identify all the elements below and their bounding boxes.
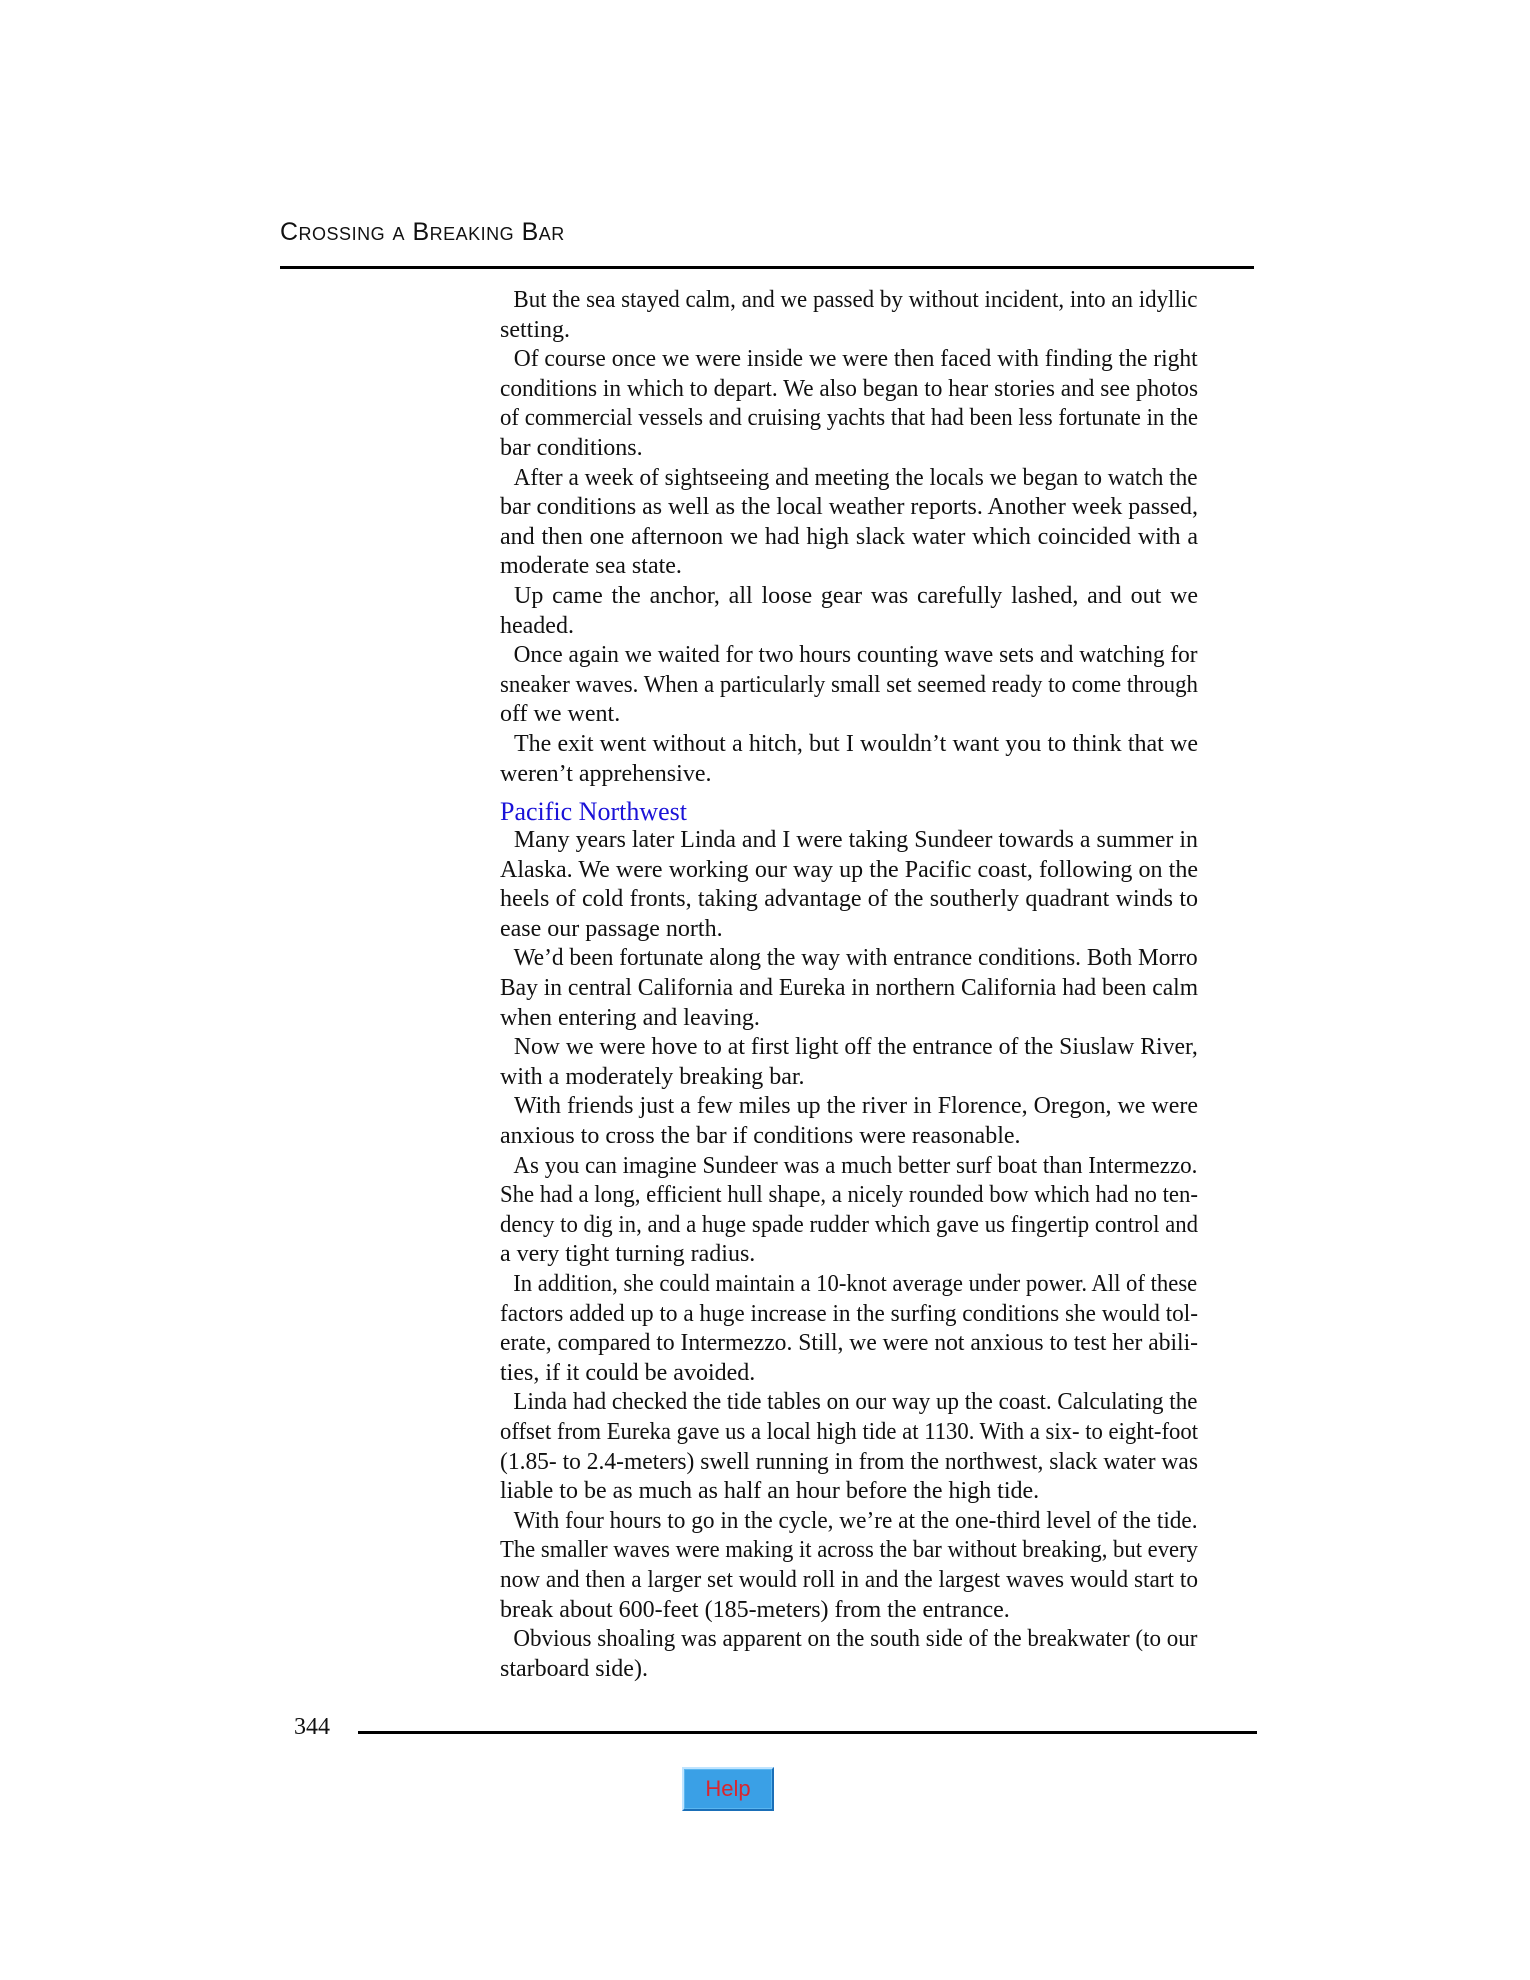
- text-line: and then one afternoon we had high slack water which coincided with a: [500, 523, 1198, 550]
- paragraphs-before-heading: [500, 286, 1198, 789]
- paragraph: [500, 944, 1198, 1033]
- text-line: But the sea stayed calm, and we passed by without incident, into an idyllic: [513, 287, 1198, 313]
- paragraph: [500, 1270, 1198, 1388]
- text-line: Up came the anchor, all loose gear was carefully lashed, and out we: [514, 582, 1198, 609]
- text-line: erate, compared to Intermezzo. Still, we were not anxious to test her abili-: [500, 1330, 1199, 1357]
- text-line: bar conditions.: [500, 434, 643, 461]
- text-line: Alaska. We were working our way up the Pacific coast, following on the: [500, 856, 1198, 883]
- body-text: [500, 286, 1198, 1684]
- text-line: heels of cold fronts, taking advantage of the southerly quadrant winds to: [500, 886, 1198, 913]
- text-line: ties, if it could be avoided.: [500, 1359, 756, 1386]
- page-number: 344: [294, 1714, 330, 1740]
- text-line: moderate sea state.: [500, 553, 682, 580]
- text-line: with a moderately breaking bar.: [500, 1063, 805, 1090]
- text-line: now and then a larger set would roll in and the largest waves would start to: [500, 1566, 1198, 1593]
- paragraph: [500, 1033, 1198, 1092]
- text-line: break about 600-feet (185-meters) from the entrance.: [500, 1596, 1010, 1623]
- paragraph: [500, 1092, 1198, 1151]
- text-line: anxious to cross the bar if conditions were reasonable.: [500, 1123, 1021, 1150]
- paragraph: [500, 464, 1198, 582]
- footer-rule: [358, 1731, 1257, 1734]
- text-line: With friends just a few miles up the river in Florence, Oregon, we were: [513, 1093, 1198, 1120]
- text-line: Many years later Linda and I were taking Sundeer towards a summer in: [513, 827, 1198, 854]
- text-line: Obvious shoaling was apparent on the south side of the breakwater (to our: [513, 1626, 1198, 1653]
- text-line: The smaller waves were making it across the bar without breaking, but every: [500, 1537, 1199, 1564]
- text-line: offset from Eureka gave us a local high tide at 1130. With a six- to eight-foot: [500, 1418, 1199, 1445]
- text-line: bar conditions as well as the local weather reports. Another week passed,: [500, 494, 1199, 521]
- paragraph: [500, 582, 1198, 641]
- text-line: when entering and leaving.: [500, 1004, 760, 1031]
- text-line: starboard side).: [500, 1655, 648, 1682]
- section-heading: Pacific Northwest: [500, 797, 688, 827]
- text-line: (1.85- to 2.4-meters) swell running in from the northwest, slack water was: [500, 1448, 1198, 1475]
- text-line: dency to dig in, and a huge spade rudder which gave us fingertip control and: [500, 1211, 1199, 1238]
- running-head: Crossing a Breaking Bar: [280, 218, 565, 246]
- text-line: With four hours to go in the cycle, we’re at the one-third level of the tide.: [513, 1507, 1198, 1534]
- text-line: of commercial vessels and cruising yachts that had been less fortunate in the: [500, 405, 1198, 432]
- text-line: sneaker waves. When a particularly small set seemed ready to come through: [500, 671, 1198, 698]
- text-line: After a week of sightseeing and meeting the locals we began to watch the: [513, 464, 1198, 491]
- paragraph: [500, 826, 1198, 944]
- text-line: factors added up to a huge increase in the surfing conditions she would tol-: [500, 1300, 1199, 1327]
- text-line: liable to be as much as half an hour before the high tide.: [500, 1478, 1040, 1505]
- text-line: In addition, she could maintain a 10-knot average under power. All of these: [513, 1271, 1198, 1297]
- text-line: We’d been fortunate along the way with entrance conditions. Both Morro: [513, 945, 1198, 972]
- text-line: off we went.: [500, 701, 621, 728]
- paragraph: [500, 641, 1198, 730]
- paragraph: [500, 1152, 1198, 1270]
- text-line: a very tight turning radius.: [500, 1241, 756, 1268]
- text-line: conditions in which to depart. We also began to hear stories and see photos: [500, 375, 1199, 402]
- help-button[interactable]: Help: [682, 1767, 774, 1811]
- text-line: weren’t apprehensive.: [500, 760, 712, 787]
- text-line: Bay in central California and Eureka in northern California had been calm: [500, 975, 1199, 1002]
- paragraph: [500, 345, 1198, 463]
- text-line: As you can imagine Sundeer was a much better surf boat than Intermezzo.: [513, 1152, 1198, 1179]
- text-line: Once again we waited for two hours counting wave sets and watching for: [513, 642, 1198, 669]
- header-rule: [280, 266, 1254, 269]
- paragraph: [500, 1388, 1198, 1506]
- text-line: ease our passage north.: [500, 915, 723, 942]
- paragraph: [500, 1507, 1198, 1625]
- paragraph: [500, 286, 1198, 345]
- text-line: Linda had checked the tide tables on our way up the coast. Calculating the: [513, 1389, 1198, 1416]
- text-line: setting.: [500, 316, 570, 343]
- paragraph: [500, 730, 1198, 789]
- text-line: She had a long, efficient hull shape, a nicely rounded bow which had no ten-: [500, 1182, 1199, 1209]
- paragraph: [500, 1625, 1198, 1684]
- text-line: headed.: [500, 612, 574, 639]
- paragraphs-after-heading: [500, 826, 1198, 1684]
- text-line: Now we were hove to at first light off the entrance of the Siuslaw River,: [513, 1034, 1198, 1061]
- text-line: The exit went without a hitch, but I wouldn’t want you to think that we: [514, 730, 1198, 757]
- text-line: Of course once we were inside we were then faced with finding the right: [513, 346, 1198, 373]
